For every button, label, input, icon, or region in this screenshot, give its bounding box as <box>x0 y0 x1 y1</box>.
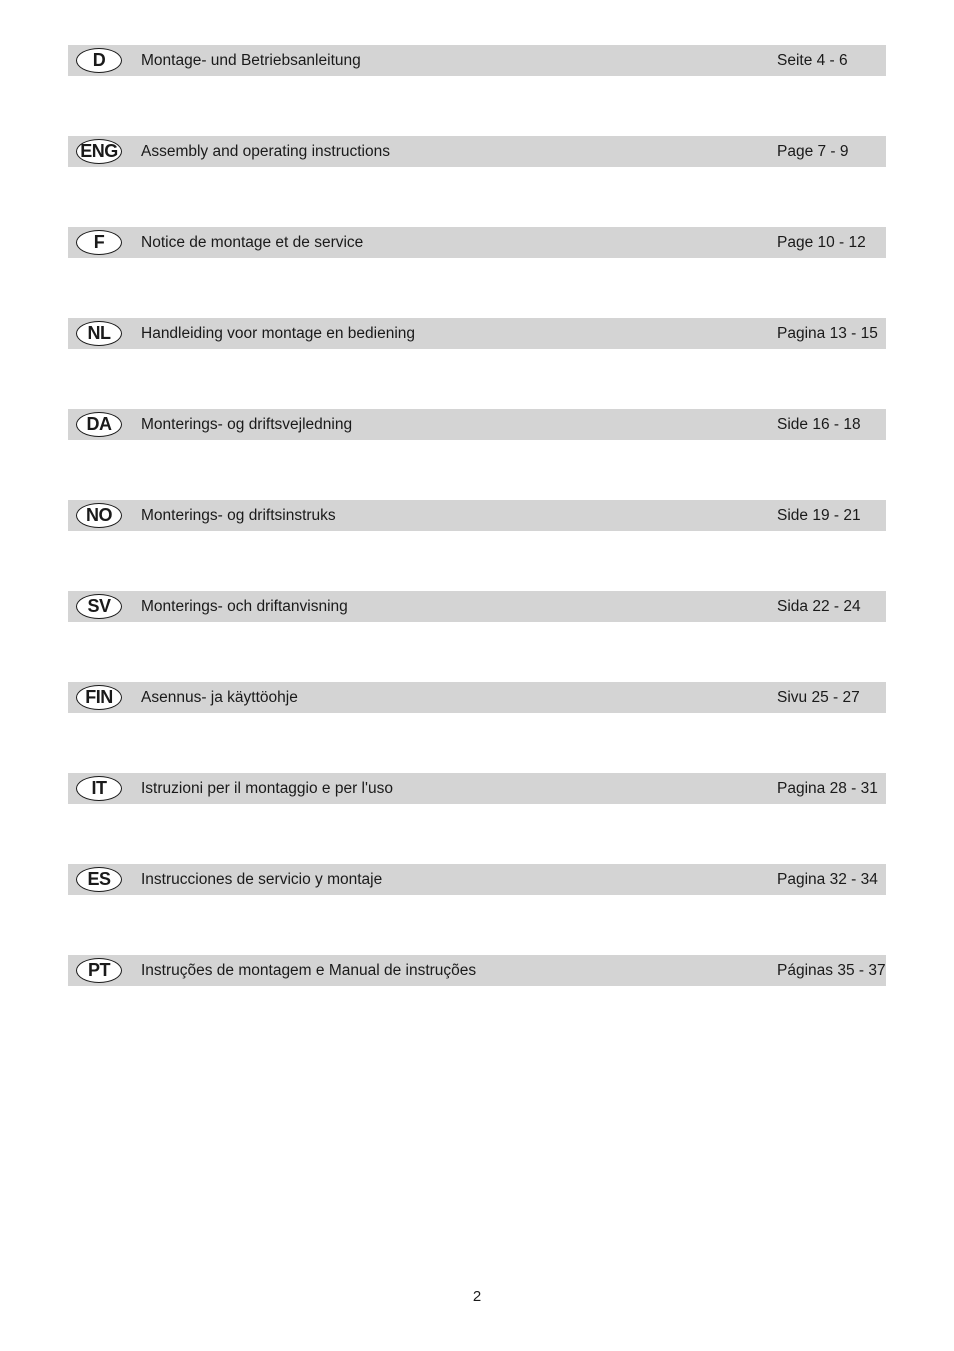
page-range: Page 10 - 12 <box>777 233 866 251</box>
toc-row-fin <box>68 682 886 713</box>
page-number: 2 <box>472 1288 482 1305</box>
page-range: Seite 4 - 6 <box>777 51 848 69</box>
language-badge: SV <box>76 594 122 619</box>
language-table-of-contents <box>68 45 886 1046</box>
toc-row-nl <box>68 318 886 349</box>
section-title: Monterings- og driftsinstruks <box>141 506 336 524</box>
section-title: Instruções de montagem e Manual de instruções <box>141 961 477 979</box>
toc-row-da <box>68 409 886 440</box>
page-range: Pagina 13 - 15 <box>777 324 878 342</box>
section-title: Monterings- og driftsvejledning <box>141 415 353 433</box>
toc-row-eng <box>68 136 886 167</box>
language-badge: FIN <box>76 685 122 710</box>
page-range: Side 16 - 18 <box>777 415 861 433</box>
section-title: Istruzioni per il montaggio e per l'uso <box>141 779 393 797</box>
language-badge: F <box>76 230 122 255</box>
toc-row-es <box>68 864 886 895</box>
section-title: Assembly and operating instructions <box>141 142 390 160</box>
page-range: Side 19 - 21 <box>777 506 861 524</box>
toc-row-de <box>68 45 886 76</box>
language-badge: ES <box>76 867 122 892</box>
page-range: Sida 22 - 24 <box>777 597 861 615</box>
toc-row-fr <box>68 227 886 258</box>
section-title: Notice de montage et de service <box>141 233 364 251</box>
toc-row-no <box>68 500 886 531</box>
language-badge: NL <box>76 321 122 346</box>
toc-row-it <box>68 773 886 804</box>
page-range: Pagina 28 - 31 <box>777 779 878 797</box>
toc-row-sv <box>68 591 886 622</box>
section-title: Montage- und Betriebsanleitung <box>141 51 361 69</box>
language-badge: ENG <box>76 139 122 164</box>
section-title: Monterings- och driftanvisning <box>141 597 348 615</box>
section-title: Asennus- ja käyttöohje <box>141 688 298 706</box>
language-badge: NO <box>76 503 122 528</box>
page-range: Page 7 - 9 <box>777 142 849 160</box>
page-range: Pagina 32 - 34 <box>777 870 878 888</box>
toc-row-pt <box>68 955 886 986</box>
section-title: Handleiding voor montage en bediening <box>141 324 416 342</box>
section-title: Instrucciones de servicio y montaje <box>141 870 383 888</box>
language-badge: IT <box>76 776 122 801</box>
language-badge: DA <box>76 412 122 437</box>
page-range: Sivu 25 - 27 <box>777 688 860 706</box>
language-badge: PT <box>76 958 122 983</box>
language-badge: D <box>76 48 122 73</box>
page-range: Páginas 35 - 37 <box>777 961 886 979</box>
